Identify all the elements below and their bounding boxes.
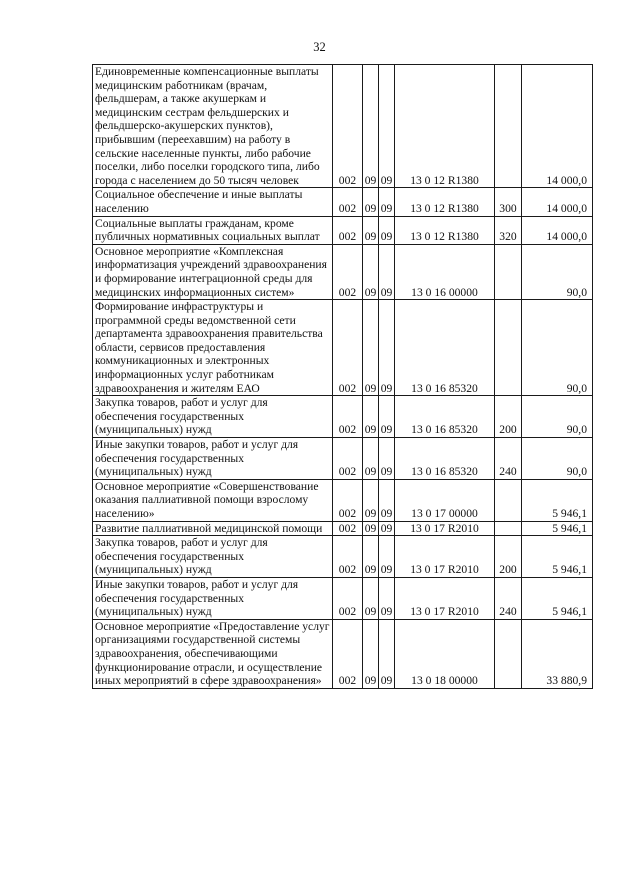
- table-row: [93, 521, 593, 536]
- table-row: [93, 536, 593, 578]
- row-amount: 90,0: [522, 396, 593, 438]
- row-section-code: 09: [363, 536, 379, 578]
- row-section-code: 09: [363, 188, 379, 216]
- row-subsection-code: 09: [379, 521, 395, 536]
- row-section-code: 09: [363, 619, 379, 688]
- row-amount: 5 946,1: [522, 536, 593, 578]
- row-amount: 5 946,1: [522, 521, 593, 536]
- row-target-article: 13 0 16 85320: [395, 438, 495, 480]
- row-amount: 5 946,1: [522, 479, 593, 521]
- row-expense-type: 300: [495, 188, 522, 216]
- row-name: Развитие паллиативной медицинской помощи: [93, 521, 333, 536]
- row-name: Основное мероприятие «Совершенствование оказания паллиативной помощи взрослому населению»: [93, 479, 333, 521]
- row-ved-code: 002: [333, 65, 363, 188]
- row-target-article: 13 0 16 00000: [395, 244, 495, 299]
- row-section-code: 09: [363, 244, 379, 299]
- row-amount: 33 880,9: [522, 619, 593, 688]
- row-section-code: 09: [363, 479, 379, 521]
- row-name: Закупка товаров, работ и услуг для обеспечения государственных (муниципальных) нужд: [93, 536, 333, 578]
- row-amount: 5 946,1: [522, 577, 593, 619]
- row-ved-code: 002: [333, 619, 363, 688]
- row-ved-code: 002: [333, 479, 363, 521]
- row-target-article: 13 0 17 R2010: [395, 521, 495, 536]
- row-section-code: 09: [363, 300, 379, 396]
- row-expense-type: [495, 65, 522, 188]
- row-ved-code: 002: [333, 188, 363, 216]
- row-name: Иные закупки товаров, работ и услуг для обеспечения государственных (муниципальных) нужд: [93, 577, 333, 619]
- row-ved-code: 002: [333, 396, 363, 438]
- row-ved-code: 002: [333, 536, 363, 578]
- row-subsection-code: 09: [379, 65, 395, 188]
- row-subsection-code: 09: [379, 577, 395, 619]
- table-row: [93, 396, 593, 438]
- row-target-article: 13 0 12 R1380: [395, 188, 495, 216]
- row-section-code: 09: [363, 65, 379, 188]
- row-target-article: 13 0 16 85320: [395, 300, 495, 396]
- row-subsection-code: 09: [379, 479, 395, 521]
- row-subsection-code: 09: [379, 300, 395, 396]
- row-section-code: 09: [363, 216, 379, 244]
- row-expense-type: 240: [495, 438, 522, 480]
- row-amount: 90,0: [522, 244, 593, 299]
- row-expense-type: [495, 619, 522, 688]
- row-amount: 14 000,0: [522, 188, 593, 216]
- table-row: [93, 188, 593, 216]
- row-ved-code: 002: [333, 300, 363, 396]
- row-target-article: 13 0 17 R2010: [395, 536, 495, 578]
- row-target-article: 13 0 18 00000: [395, 619, 495, 688]
- row-name: Социальное обеспечение и иные выплаты населению: [93, 188, 333, 216]
- table-row: [93, 244, 593, 299]
- row-amount: 14 000,0: [522, 65, 593, 188]
- row-subsection-code: 09: [379, 244, 395, 299]
- row-ved-code: 002: [333, 244, 363, 299]
- row-target-article: 13 0 17 R2010: [395, 577, 495, 619]
- row-section-code: 09: [363, 521, 379, 536]
- row-ved-code: 002: [333, 521, 363, 536]
- row-name: Социальные выплаты гражданам, кроме публичных нормативных социальных выплат: [93, 216, 333, 244]
- row-expense-type: 200: [495, 536, 522, 578]
- row-name: Единовременные компенсационные выплаты медицинским работникам (врачам, фельдшерам, а также акушеркам и медицинским сестрам фельдшерских и фельдшерско-акушерских пунктов), прибывшим (переехавшим) на работу в сельские населенные пункты, либо рабочие поселки, либо поселки городского типа, либо города с населением до 50 тысяч человек: [93, 65, 333, 188]
- table-row: [93, 619, 593, 688]
- row-name: Основное мероприятие «Предоставление услуг организациями государственной системы здравоохранения, обеспечивающими функционирование отрасли, и осуществление иных мероприятий в сфере здравоохранения»: [93, 619, 333, 688]
- row-subsection-code: 09: [379, 438, 395, 480]
- row-section-code: 09: [363, 577, 379, 619]
- table-row: [93, 479, 593, 521]
- row-expense-type: [495, 521, 522, 536]
- row-amount: 14 000,0: [522, 216, 593, 244]
- row-section-code: 09: [363, 438, 379, 480]
- row-subsection-code: 09: [379, 619, 395, 688]
- row-expense-type: 200: [495, 396, 522, 438]
- table-row: [93, 216, 593, 244]
- row-name: Формирование инфраструктуры и программной среды ведомственной сети департамента здравоохранения правительства области, сервисов предоставления коммуникационных и электронных информационных услуг работникам здравоохранения и жителям ЕАО: [93, 300, 333, 396]
- row-section-code: 09: [363, 396, 379, 438]
- budget-table: [92, 64, 593, 689]
- row-expense-type: [495, 300, 522, 396]
- row-ved-code: 002: [333, 577, 363, 619]
- table-row: [93, 438, 593, 480]
- row-subsection-code: 09: [379, 188, 395, 216]
- row-subsection-code: 09: [379, 396, 395, 438]
- row-name: Основное мероприятие «Комплексная информатизация учреждений здравоохранения и формирование интеграционной среды для медицинских информационных систем»: [93, 244, 333, 299]
- table-row: [93, 577, 593, 619]
- row-expense-type: 240: [495, 577, 522, 619]
- row-expense-type: 320: [495, 216, 522, 244]
- row-subsection-code: 09: [379, 536, 395, 578]
- row-name: Закупка товаров, работ и услуг для обеспечения государственных (муниципальных) нужд: [93, 396, 333, 438]
- row-target-article: 13 0 16 85320: [395, 396, 495, 438]
- table-row: [93, 65, 593, 188]
- table-row: [93, 300, 593, 396]
- row-subsection-code: 09: [379, 216, 395, 244]
- row-expense-type: [495, 244, 522, 299]
- row-target-article: 13 0 12 R1380: [395, 216, 495, 244]
- row-target-article: 13 0 12 R1380: [395, 65, 495, 188]
- row-target-article: 13 0 17 00000: [395, 479, 495, 521]
- row-amount: 90,0: [522, 438, 593, 480]
- row-expense-type: [495, 479, 522, 521]
- row-amount: 90,0: [522, 300, 593, 396]
- row-ved-code: 002: [333, 438, 363, 480]
- page-number: 32: [313, 40, 326, 54]
- row-name: Иные закупки товаров, работ и услуг для обеспечения государственных (муниципальных) нужд: [93, 438, 333, 480]
- row-ved-code: 002: [333, 216, 363, 244]
